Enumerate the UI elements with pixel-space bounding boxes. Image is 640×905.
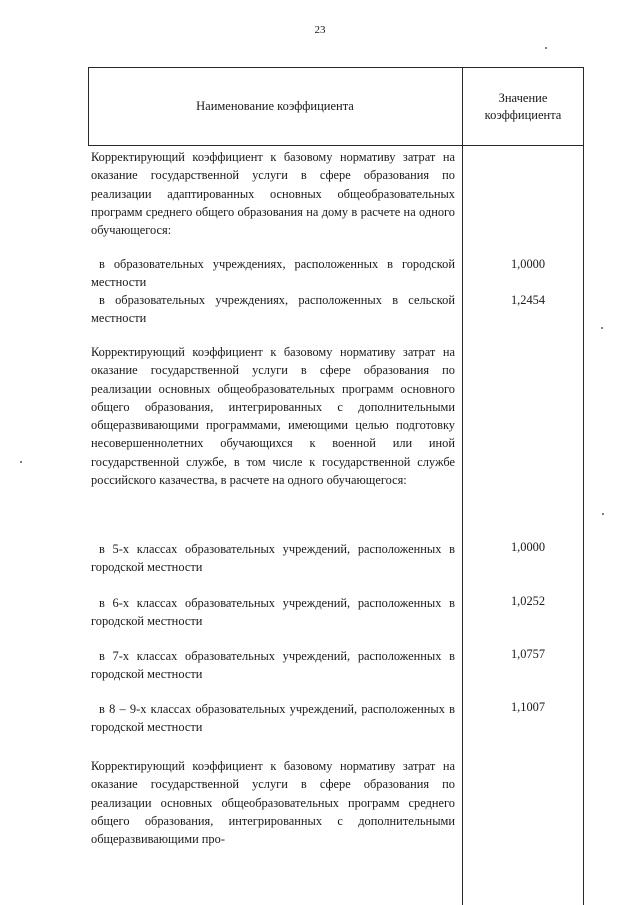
section-2-item-4-label: в 8 – 9-х классах образовательных учреждений, расположенных в городской местности	[91, 702, 455, 734]
section-2-item-2-value: 1,0252	[510, 594, 546, 608]
section-1-item-1-value: 1,0000	[510, 257, 546, 271]
page-number: 23	[314, 24, 326, 36]
scan-speck	[20, 461, 22, 463]
section-1-item-2-label: в образовательных учреждениях, расположенных в сельской местности	[91, 293, 455, 325]
section-2-item-3-value: 1,0757	[510, 647, 546, 661]
header-value-column: Значение коэффициента	[484, 91, 562, 122]
section-2-item-3-label: в 7-х классах образовательных учреждений, расположенных в городской местности	[91, 649, 455, 681]
section-1-item-1-label: в образовательных учреждениях, расположенных в городской местности	[91, 257, 455, 289]
scan-speck	[602, 513, 604, 515]
section-2-title: Корректирующий коэффициент к базовому нормативу затрат на оказание государственной услуги в сфере образования по реализации основных общеобразовательных программ основного общего образования, интегрированных с дополнительными общеразвивающими программами, имеющими целью подготовку несовершеннолетних обучающихся к военной или иной государственной службе, в том числе к государственной службе российского казачества, в расчете на одного обучающегося:	[91, 345, 455, 488]
section-1-item-2-value: 1,2454	[510, 293, 546, 307]
table-right-border	[583, 67, 584, 905]
section-2-item-1-value: 1,0000	[510, 540, 546, 554]
column-divider	[462, 67, 463, 905]
section-3-title: Корректирующий коэффициент к базовому нормативу затрат на оказание государственной услуги в сфере образования по реализации основных общеобразовательных программ среднего общего образования, интегрированных с дополнительными общеразвивающими про-	[91, 759, 455, 847]
header-name-column: Наименование коэффициента	[196, 99, 354, 113]
table-top-border	[88, 67, 584, 68]
scan-speck	[601, 327, 603, 329]
header-bottom-border	[88, 145, 584, 146]
section-2-item-2-label: в 6-х классах образовательных учреждений, расположенных в городской местности	[91, 596, 455, 628]
section-2-item-4-value: 1,1007	[510, 700, 546, 714]
section-1-title: Корректирующий коэффициент к базовому нормативу затрат на оказание государственной услуги в сфере образования по реализации адаптированных основных общеобразовательных программ среднего общего образования на дому в расчете на одного обучающегося:	[91, 150, 455, 238]
section-2-item-1-label: в 5-х классах образовательных учреждений, расположенных в городской местности	[91, 542, 455, 574]
scan-speck	[545, 47, 547, 49]
